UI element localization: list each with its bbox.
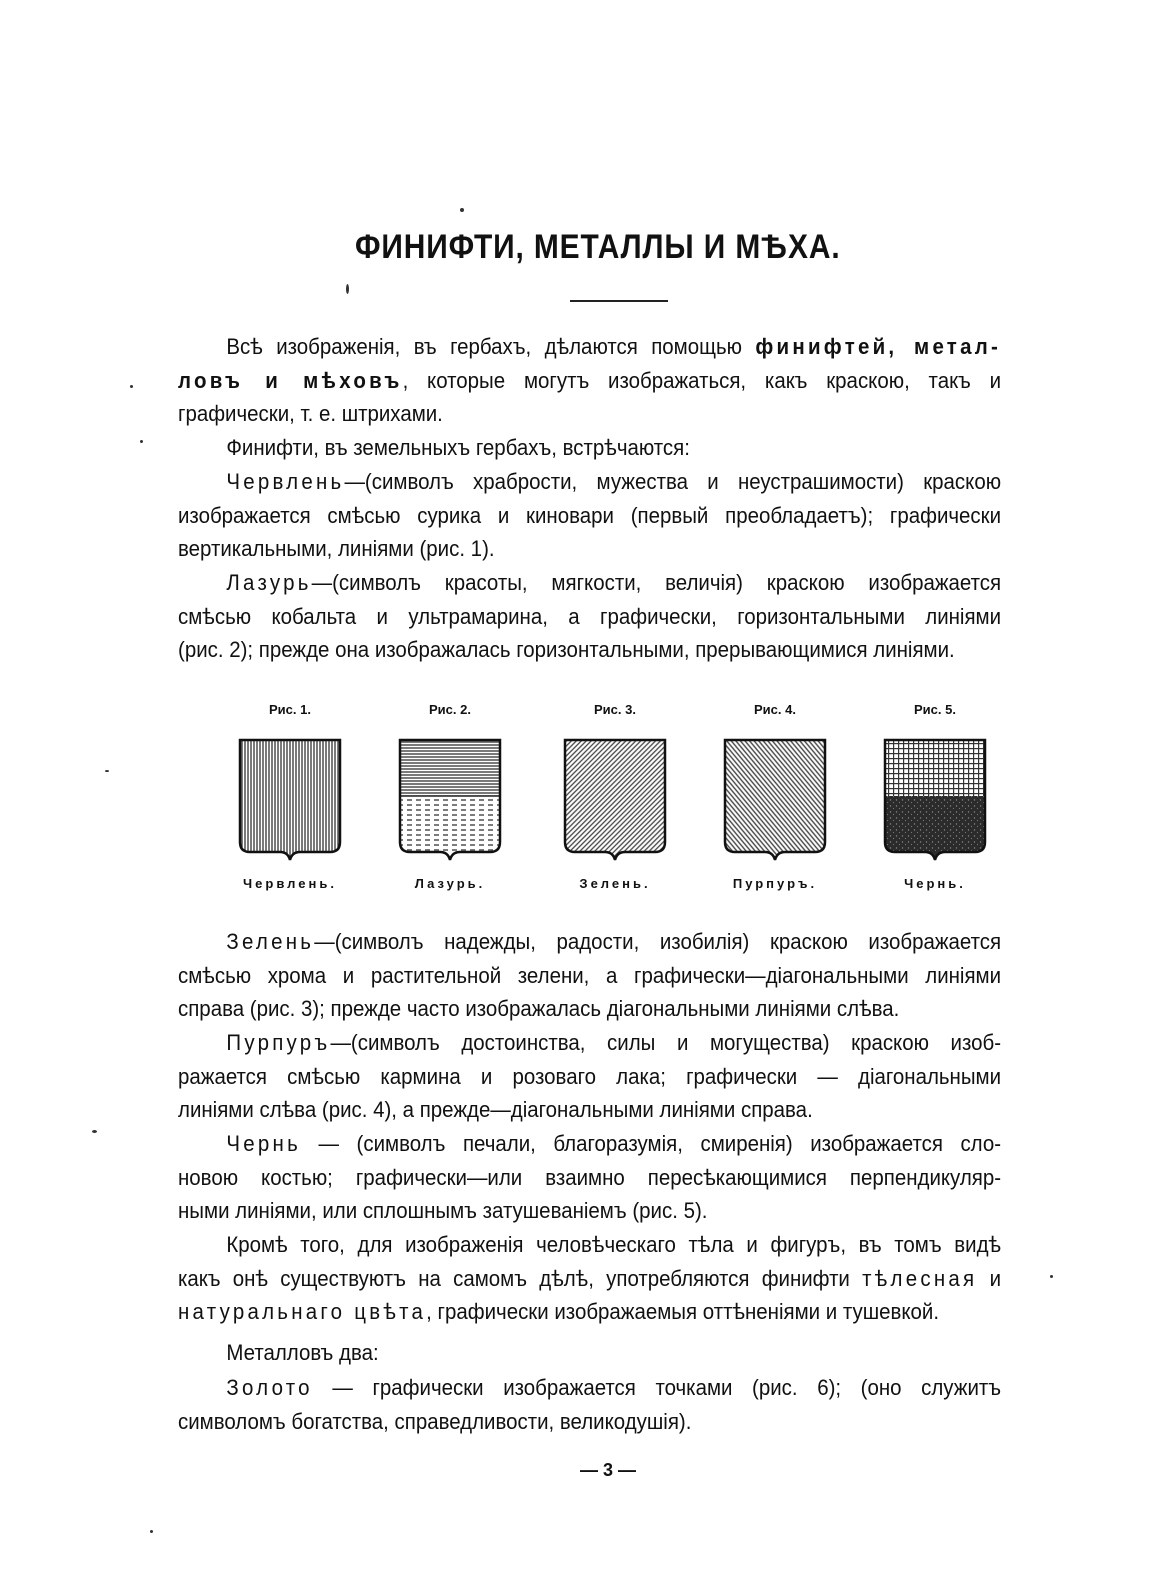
page-number: — 3 — — [580, 1460, 637, 1480]
paragraph-krome: Кромѣ того, для изображенія человѣческаго тѣла и фигуръ, въ томъ видѣ какъ онѣ существуютъ на самомъ дѣлѣ, употребляются финифти тѣлесная и натуральнаго цвѣта, графически изображаемыя оттѣненіями и тушевкой. — [178, 1232, 1002, 1324]
scan-speck — [140, 440, 143, 443]
term-purpur: Пурпуръ — [226, 1030, 331, 1055]
scan-speck — [1050, 1275, 1053, 1278]
term-telesnaya: тѣлесная — [862, 1265, 978, 1291]
scan-speck — [130, 385, 133, 388]
term-naturalnago: натуральнаго цвѣта — [178, 1299, 427, 1324]
heraldic-tinctures-figures — [230, 700, 1020, 915]
figure-2: Рис. 2. Лазурь. — [390, 700, 510, 891]
paragraph-chern: Чернь — (символъ печали, благоразумія, смиренія) изображается сло- новою костью; графически—или взаимно пересѣкающимися перпендикуляр- ными линіями, или сплошнымъ затушеваніемъ (рис. 5). — [178, 1131, 1002, 1223]
shield-grid-and-solid-icon — [883, 738, 987, 862]
paragraph-chervlen: Червлень—(символъ храбрости, мужества и неустрашимости) краскою изображается смѣсью сурика и киновари (первый преобладаетъ); графически вертикальными, линіями (рис. 1). — [178, 469, 1002, 561]
term-zoloto: Золото — [226, 1375, 313, 1400]
term-chern: Чернь — [226, 1131, 301, 1156]
paragraph-lazur: Лазурь—(символъ красоты, мягкости, величія) краскою изображается смѣсью кобальта и ультрамарина, а графически, горизонтальными линіями (рис. 2); прежде она изображалась горизонтальными, прерывающимися линіями. — [178, 570, 1002, 662]
paragraph-purpur: Пурпуръ—(символъ достоинства, силы и могущества) краскою изоб- ражается смѣсью кармина и розоваго лака; графически — діагональными линіями слѣва (рис. 4), а прежде—діагональными линіями справа. — [178, 1030, 1002, 1122]
shield-horizontal-lines-icon — [398, 738, 502, 862]
scan-speck — [460, 208, 464, 212]
shield-diagonal-right-icon — [563, 738, 667, 862]
figure-5: Рис. 5. Чернь. — [875, 700, 995, 891]
scan-speck — [105, 770, 109, 772]
paragraph-finifti-intro: Финифти, въ земельныхъ гербахъ, встрѣчаются: — [226, 435, 690, 460]
paragraph-metals-intro: Металловъ два: — [226, 1340, 379, 1365]
title-divider — [570, 300, 668, 302]
term-chervlen: Червлень — [226, 469, 345, 494]
text-line: ловъ и мѣховъ, которые могутъ изображаться, какъ краскою, такъ и — [178, 367, 1002, 393]
text-line: графически, т. е. штрихами. — [178, 401, 443, 426]
term-lazur: Лазурь — [226, 570, 312, 595]
scan-speck — [346, 284, 349, 294]
page-title: ФИНИФТИ, МЕТАЛЛЫ И МѢХА. — [355, 228, 841, 266]
figure-4: Рис. 4. Пурпуръ. — [715, 700, 835, 891]
figure-3: Рис. 3. Зелень. — [555, 700, 675, 891]
paragraph-zoloto: Золото — графически изображается точками (рис. 6); (оно служитъ символомъ богатства, справедливости, великодушія). — [178, 1375, 1002, 1434]
text-line: Всѣ изображенія, въ гербахъ, дѣлаются помощью финифтей, метал- — [226, 334, 1002, 359]
term-zelen: Зелень — [226, 929, 315, 954]
shield-vertical-lines-icon — [238, 738, 342, 862]
scan-speck — [92, 1130, 97, 1133]
shield-diagonal-left-icon — [723, 738, 827, 862]
figure-1: Рис. 1. Червлень. — [230, 700, 350, 891]
paragraph-intro — [178, 330, 1001, 431]
paragraph-zelen: Зелень—(символъ надежды, радости, изобилія) краскою изображается смѣсью хрома и растительной зелени, а графически—діагональными линіями справа (рис. 3); прежде часто изображалась діагональными линіями слѣва. — [178, 929, 1002, 1021]
scan-speck — [150, 1530, 153, 1533]
